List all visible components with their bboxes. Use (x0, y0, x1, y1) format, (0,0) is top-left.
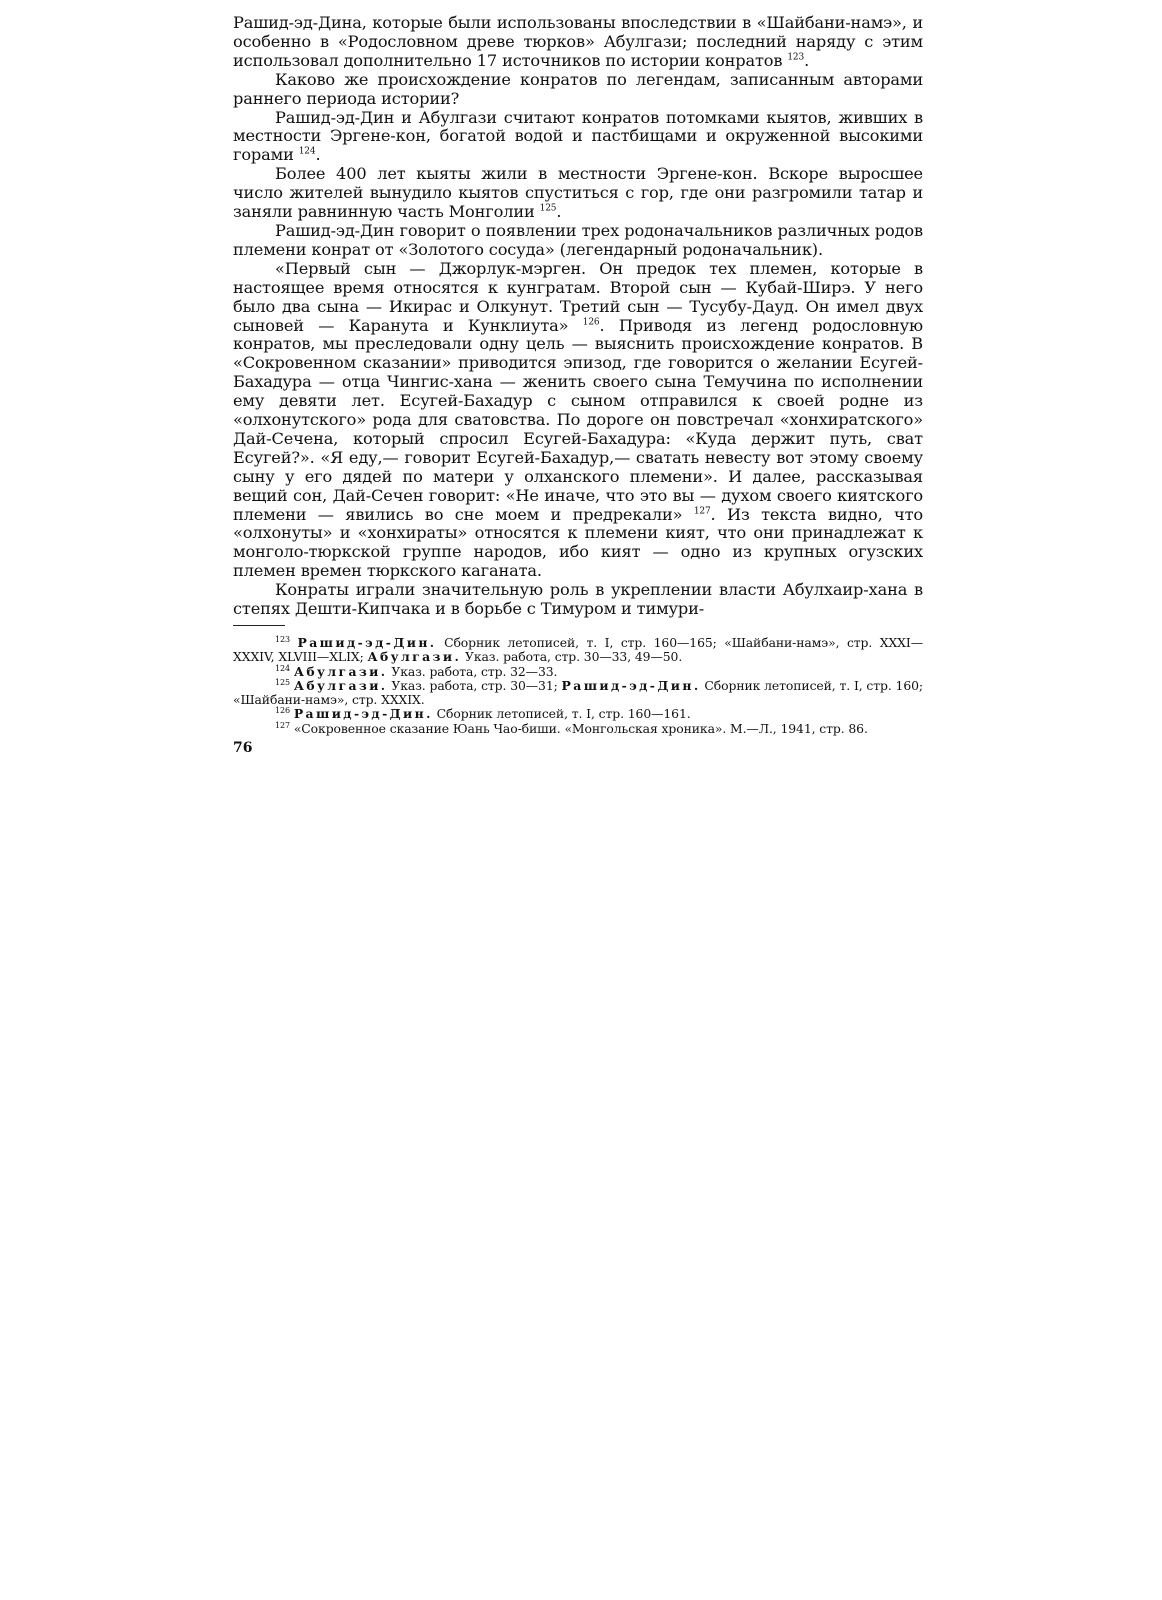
footnote (233, 707, 923, 721)
text-run: Рашид-эд-Дина, которые были использованы впоследствии в «Шайбани-намэ», и особенно в «Родословном древе тюрков» Абулгази; последний наряду с этим использовал дополнительно 17 источников по истории конратов (233, 13, 923, 70)
paragraph (233, 165, 923, 222)
text-run: Рашид-эд-Дин говорит о появлении трех родоначальников различных родов племени конрат от «Золотого сосуда» (легендарный родоначальник). (233, 220, 923, 259)
footnote (233, 665, 923, 679)
footnote-ref: 123 (275, 634, 290, 644)
footnote (233, 636, 923, 665)
text-run: Каково же происхождение конратов по легендам, записанным авторами раннего периода истории? (233, 69, 923, 108)
footnote-ref: 124 (275, 663, 290, 673)
paragraph (233, 71, 923, 109)
text-run: . (556, 202, 562, 222)
author-name: Рашид-эд-Дин. (297, 635, 437, 650)
text-run: Сборник летописей, т. I, стр. 160—161. (432, 706, 691, 722)
page-number: 76 (233, 740, 253, 757)
text-run: Конраты играли значительную роль в укреплении власти Абулхаир-хана в степях Дешти-Кипчака и в борьбе с Тимуром и тимури- (233, 580, 923, 619)
text-run: Рашид-эд-Дин и Абулгази считают конратов потомками кыятов, живших в местности Эргене-кон, богатой водой и пастбищами и окруженной высокими горами (233, 107, 923, 165)
paragraph (233, 109, 923, 166)
author-name: Абулгази. (293, 677, 388, 693)
text-run (290, 635, 298, 650)
text-run: . (804, 50, 810, 70)
paragraph (233, 581, 923, 619)
footnote-ref: 127 (693, 506, 711, 517)
text-run: Указ. работа, стр. 30—33, 49—50. (461, 649, 683, 665)
text-run: «Первый сын — Джорлук-мэрген. Он предок тех племен, которые в настоящее время относятся к кунгратам. Второй сын — Кубай-Ширэ. У него было два сына — Икирас и Олкунут. Третий сын — Тусубу-Дауд. Он имел двух сыновей — Каранута и Кунклиута» (233, 258, 923, 335)
footnote (233, 722, 923, 736)
footnote-separator (233, 625, 285, 626)
text-run: . Приводя из легенд родословную конратов, мы преследовали одну цель — выяснить происхождение конратов. В «Сокровенном сказании» приводится эпизод, где говорится о желании Есугей-Бахадура — отца Чингис-хана — женить своего сына Темучина по исполнении ему девяти лет. Есугей-Бахадур с сыном отправился к своей родне из «олхонутского» рода для сватовства. По дороге он повстречал «хонхиратского» Дай-Сечена, который спросил Есугей-Бахадура: «Куда держит путь, сват Есугей?». «Я еду,— говорит Есугей-Бахадур,— сватать невесту вот этому своему сыну у его дядей по матери у олханского племени». И далее, рассказывая вещий сон, Дай-Сечен говорит: «Не иначе, что это вы — духом своего киятского племени — явились во сне моем и предрекали» (233, 315, 923, 524)
text-run: Сборник летописей, т. I, стр. 160; «Шайбани-намэ», стр. XXXIX. (233, 677, 923, 708)
text-run: «Сокровенное сказание Юань Чао-биши. «Монгольская хроника». М.—Л., 1941, стр. 86. (289, 720, 868, 736)
paragraph (233, 260, 923, 581)
footnote (233, 679, 923, 708)
text-run: Указ. работа, стр. 30—31; (387, 677, 562, 693)
text-run: Более 400 лет кыяты жили в местности Эргене-кон. Вскоре выросшее число жителей вынудило кыятов спуститься с гор, где они разгромили татар и заняли равнинную часть Монголии (233, 164, 923, 222)
footnote-ref: 127 (275, 720, 290, 730)
footnote-ref: 126 (275, 706, 290, 716)
author-name: Рашид-эд-Дин. (293, 706, 433, 722)
footnotes (233, 636, 923, 736)
author-name: Рашид-эд-Дин. (561, 677, 701, 693)
footnote-ref: 123 (787, 52, 805, 63)
footnote-ref: 124 (298, 146, 316, 157)
paragraph (233, 14, 923, 71)
paragraph (233, 222, 923, 260)
footnote-ref: 125 (539, 203, 557, 214)
text-run: Сборник летописей, т. I, стр. 160—165; «Шайбани-намэ», стр. XXXI—XXXIV, XLVIII—XLIX; (233, 635, 923, 665)
text-run: . Из текста видно, что «олхонуты» и «хонхираты» относятся к племени кият, что они принадлежат к монголо-тюркской группе народов, ибо кият — одно из крупных огузских племен времен тюркского каганата. (233, 504, 923, 581)
text-run: . (315, 145, 321, 165)
author-name: Абулгази. (367, 649, 462, 665)
book-page (233, 14, 923, 756)
main-text (233, 14, 923, 619)
author-name: Абулгази. (293, 663, 388, 679)
footnote-ref: 126 (582, 317, 600, 328)
footnote-ref: 125 (275, 677, 290, 687)
text-run: Указ. работа, стр. 32—33. (387, 663, 558, 679)
